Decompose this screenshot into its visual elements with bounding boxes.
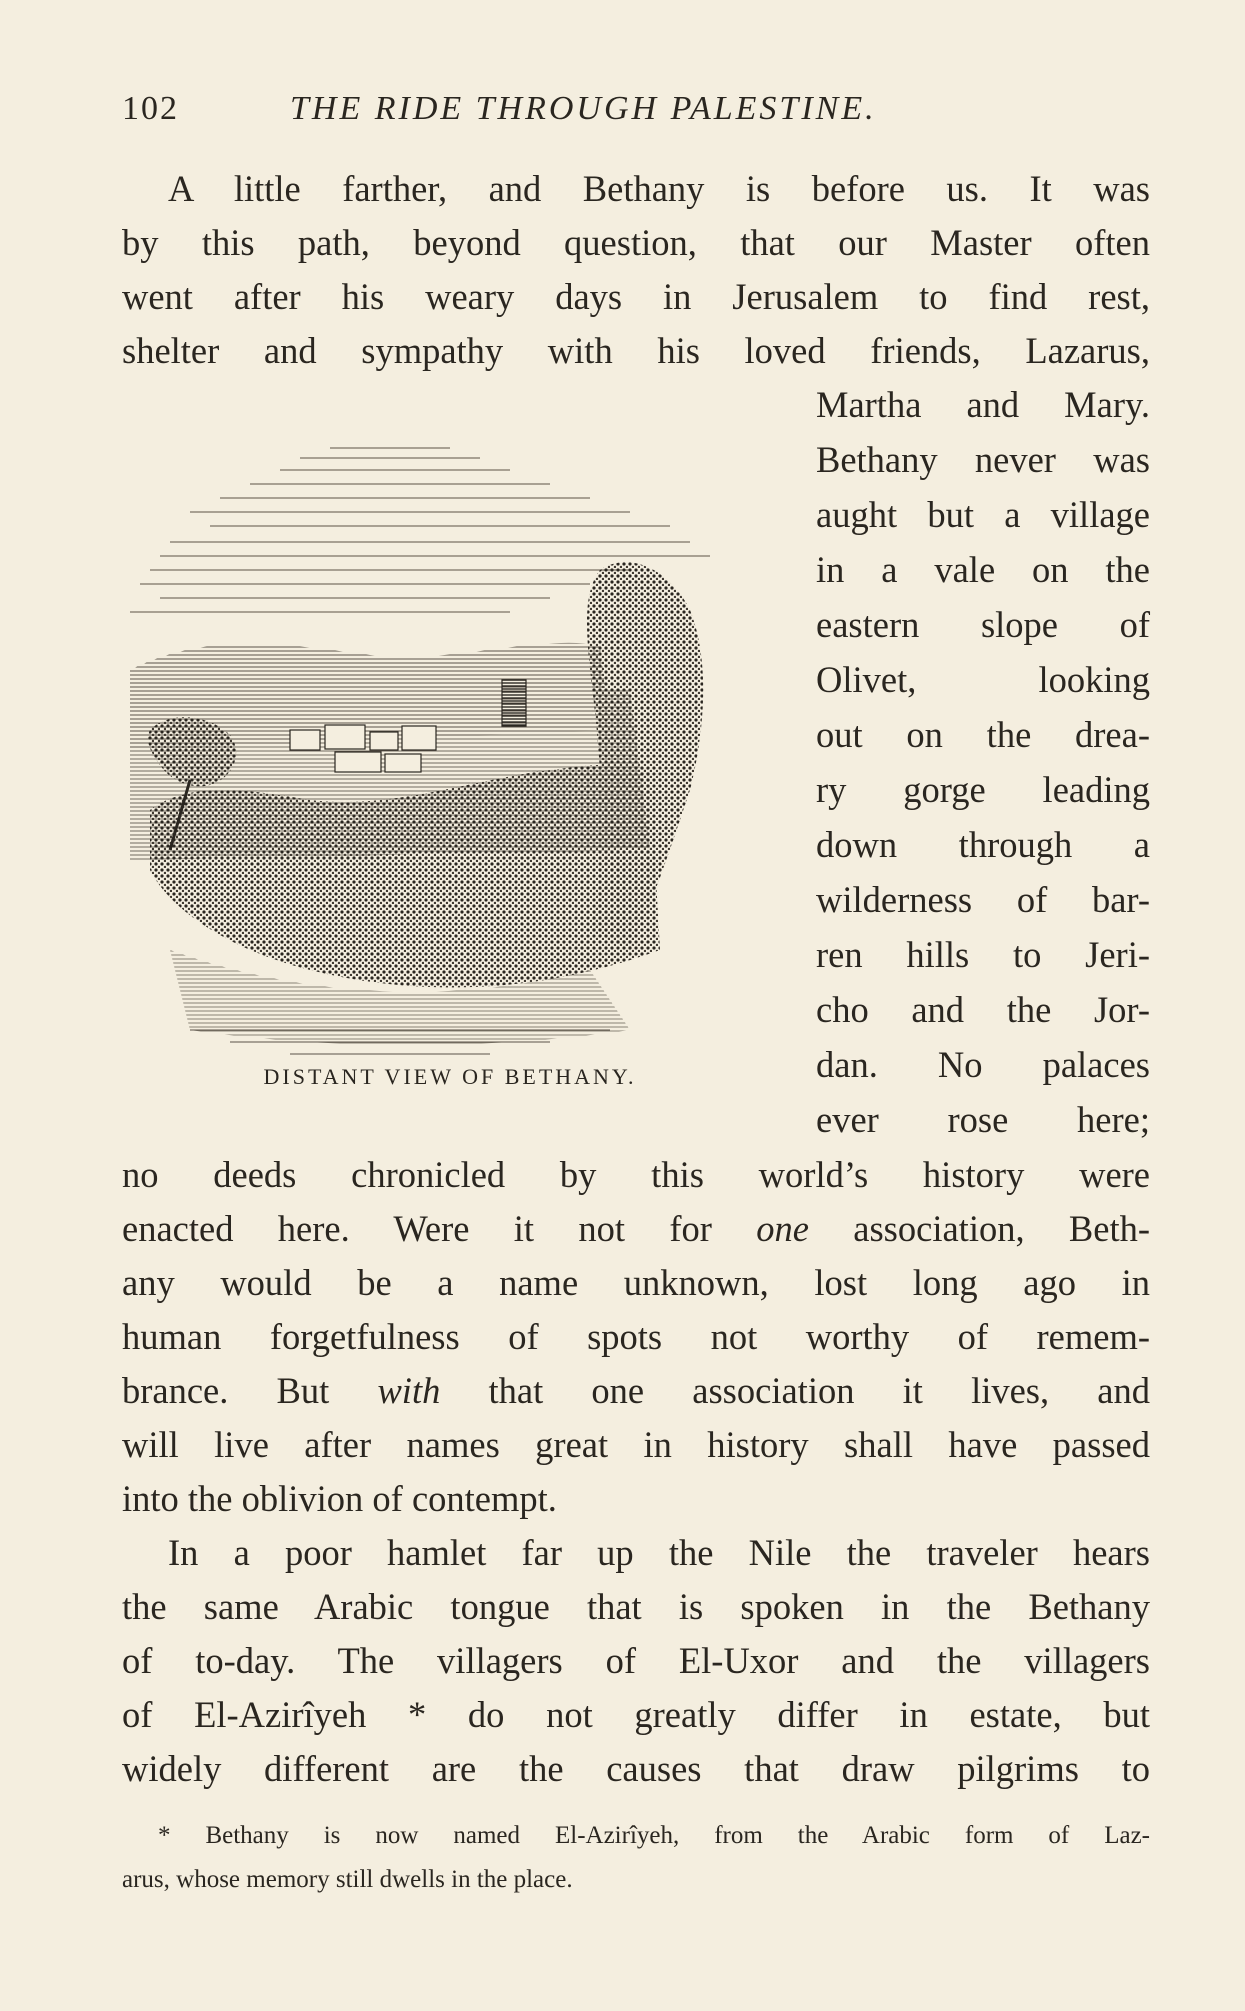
text-line: brance. But with that one association it lives, and <box>122 1370 1150 1411</box>
text-line: dan. No palaces <box>816 1044 1150 1085</box>
text-line: Olivet, looking <box>816 659 1150 700</box>
text-line: human forgetfulness of spots not worthy of remem- <box>122 1316 1150 1357</box>
text-line: of El-Azirîyeh * do not greatly differ in estate, but <box>122 1694 1150 1735</box>
text-line: Bethany never was <box>816 439 1150 480</box>
text-line: will live after names great in history shall have passed <box>122 1424 1150 1465</box>
text-line: In a poor hamlet far up the Nile the traveler hears <box>168 1532 1150 1573</box>
page-number: 102 <box>122 90 179 127</box>
text-line: A little farther, and Bethany is before us. It was <box>168 168 1150 209</box>
text-line: into the oblivion of contempt. <box>122 1478 557 1519</box>
text-line: ren hills to Jeri- <box>816 934 1150 975</box>
italic-word: with <box>377 1370 441 1411</box>
text-line: the same Arabic tongue that is spoken in the Bethany <box>122 1586 1150 1627</box>
illustration-caption: DISTANT VIEW OF BETHANY. <box>263 1064 637 1089</box>
text-line: Martha and Mary. <box>816 384 1150 425</box>
text-line: of to-day. The villagers of El-Uxor and the villagers <box>122 1640 1150 1681</box>
italic-word: one <box>756 1208 809 1249</box>
running-header <box>122 80 982 140</box>
text-line: by this path, beyond question, that our Master often <box>122 222 1150 263</box>
foreground-vegetation <box>150 764 660 987</box>
text-line: went after his weary days in Jerusalem to find rest, <box>122 276 1150 317</box>
text-line: enacted here. Were it not for one association, Beth- <box>122 1208 1151 1249</box>
right-trees <box>587 562 703 950</box>
text-line: cho and the Jor- <box>816 989 1150 1030</box>
text-line: any would be a name unknown, lost long ago in <box>122 1262 1150 1303</box>
text-line: wilderness of bar- <box>816 879 1150 920</box>
text-line: no deeds chronicled by this world’s history were <box>122 1154 1150 1195</box>
text-line: out on the drea- <box>816 714 1150 755</box>
text-line: eastern slope of <box>816 604 1150 645</box>
text-line: aught but a village <box>816 494 1150 535</box>
text-line: widely different are the causes that draw pilgrims to <box>122 1748 1150 1789</box>
bethany-engraving <box>130 430 790 1070</box>
text-line: down through a <box>816 824 1150 865</box>
running-title: THE RIDE THROUGH PALESTINE. <box>290 90 877 127</box>
footnote-line: arus, whose memory still dwells in the place. <box>122 1866 573 1893</box>
text-line: shelter and sympathy with his loved friends, Lazarus, <box>122 330 1150 371</box>
footnote-line: * Bethany is now named El-Azirîyeh, from the Arabic form of Laz- <box>158 1822 1150 1849</box>
text-line: ry gorge leading <box>816 769 1150 810</box>
text-line: in a vale on the <box>816 549 1150 590</box>
text-line: ever rose here; <box>816 1099 1150 1140</box>
